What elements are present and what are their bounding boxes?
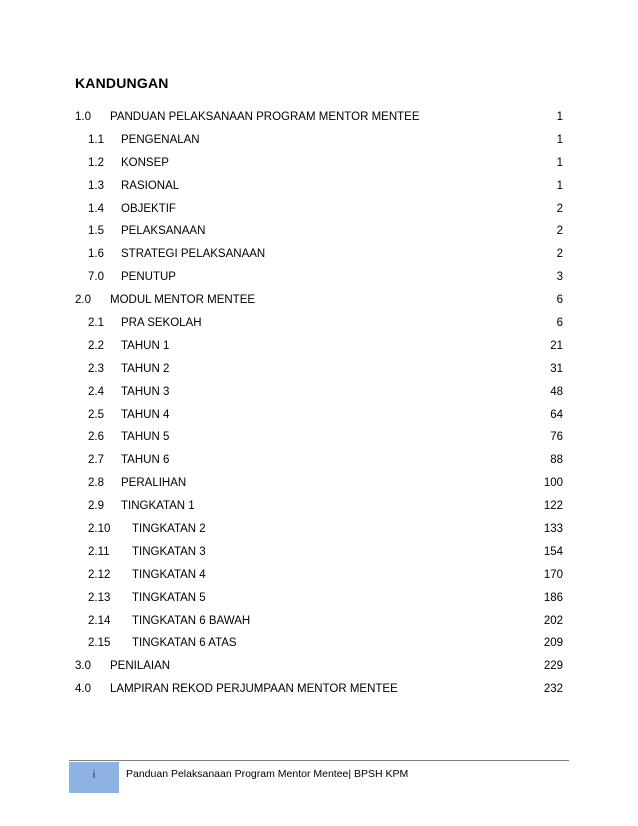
- toc-entry-label: TINGKATAN 1: [121, 500, 195, 513]
- toc-entry-number: 2.11: [88, 545, 110, 558]
- footer-page-number-box: [69, 762, 119, 793]
- toc-entry-number: 2.0: [75, 294, 91, 307]
- toc-entry-page: 1: [556, 156, 563, 169]
- toc-entry-number: 1.3: [88, 179, 104, 192]
- toc-entry-label: PENGENALAN: [121, 133, 200, 146]
- toc-entry-page: 170: [543, 568, 563, 581]
- toc-entry-number: 1.0: [75, 111, 91, 123]
- toc-entry-number: 2.5: [88, 408, 104, 421]
- toc-entry[interactable]: [75, 152, 563, 175]
- toc-entry-label: KONSEP: [121, 156, 169, 169]
- toc-entry-label: RASIONAL: [121, 179, 180, 192]
- toc-entry-label: PENUTUP: [121, 271, 176, 284]
- toc-entry-page: 76: [550, 431, 563, 444]
- toc-entry-label: PANDUAN PELAKSANAAN PROGRAM MENTOR MENTEE: [110, 111, 420, 123]
- toc-entry[interactable]: [75, 678, 563, 701]
- toc-entry-label: TINGKATAN 5: [132, 591, 206, 604]
- toc-entry-page: 154: [543, 545, 563, 558]
- toc-entry[interactable]: [75, 495, 563, 518]
- toc-entry-number: 1.5: [88, 225, 104, 238]
- page-title: KANDUNGAN: [75, 75, 169, 91]
- toc-entry[interactable]: [75, 175, 563, 198]
- toc-entry-page: 3: [556, 271, 563, 284]
- toc-entry-label: TAHUN 1: [121, 339, 170, 352]
- toc-entry[interactable]: [75, 404, 563, 427]
- toc-entry-page: 2: [556, 225, 563, 238]
- footer-page-number: i: [92, 769, 96, 781]
- toc-entry-page: 209: [543, 637, 563, 650]
- toc-entry-number: 3.0: [75, 660, 91, 673]
- toc-entry-label: TAHUN 3: [121, 385, 170, 398]
- toc-entry-label: PERALIHAN: [121, 477, 187, 490]
- toc-entry-page: 6: [556, 294, 563, 307]
- toc-entry-page: 48: [550, 385, 563, 398]
- toc-entry-page: 229: [543, 660, 563, 673]
- toc-entry-page: 88: [550, 454, 563, 467]
- toc-entry-page: 21: [550, 339, 563, 352]
- toc-entry-number: 2.9: [88, 500, 104, 513]
- toc-entry[interactable]: [75, 289, 563, 312]
- toc-entry-page: 31: [550, 362, 563, 375]
- toc-entry[interactable]: [75, 587, 563, 610]
- toc-entry-label: PRA SEKOLAH: [121, 317, 202, 330]
- toc-entry[interactable]: [75, 106, 563, 129]
- toc-entry[interactable]: [75, 655, 563, 678]
- footer-text: Panduan Pelaksanaan Program Mentor Mentee| BPSH KPM: [126, 768, 409, 780]
- toc-entry-label: TINGKATAN 4: [132, 568, 206, 581]
- toc-entry-number: 2.2: [88, 339, 104, 352]
- toc-entry-label: TAHUN 2: [121, 362, 170, 375]
- toc-entry-page: 1: [556, 179, 563, 192]
- toc-entry[interactable]: [75, 335, 563, 358]
- toc-entry-page: 122: [543, 500, 563, 513]
- toc-entry-number: 2.8: [88, 477, 104, 490]
- toc-entry-number: 2.14: [88, 614, 111, 627]
- toc-entry[interactable]: [75, 220, 563, 243]
- toc-entry-label: LAMPIRAN REKOD PERJUMPAAN MENTOR MENTEE: [110, 683, 398, 696]
- toc-entry-number: 1.6: [88, 248, 104, 261]
- toc-entry-page: 1: [556, 111, 563, 123]
- toc-entry-label: STRATEGI PELAKSANAAN: [121, 248, 266, 261]
- toc-entry-label: PELAKSANAAN: [121, 225, 206, 238]
- toc-entry[interactable]: [75, 541, 563, 564]
- toc-entry[interactable]: [75, 449, 563, 472]
- toc-entry[interactable]: [75, 243, 563, 266]
- toc-entry[interactable]: [75, 129, 563, 152]
- toc-entry-number: 2.12: [88, 568, 111, 581]
- toc-entry[interactable]: [75, 312, 563, 335]
- toc-entry[interactable]: [75, 632, 563, 655]
- toc-entry-number: 2.6: [88, 431, 104, 444]
- toc-entry-label: MODUL MENTOR MENTEE: [110, 294, 256, 307]
- toc-entry-label: OBJEKTIF: [121, 202, 176, 215]
- toc-entry-label: TINGKATAN 3: [132, 545, 206, 558]
- toc-entry[interactable]: [75, 518, 563, 541]
- toc-entry-number: 2.10: [88, 523, 111, 536]
- toc-entry[interactable]: [75, 472, 563, 495]
- toc-entry-page: 64: [550, 408, 563, 421]
- toc-entry-number: 2.4: [88, 385, 104, 398]
- toc-entry[interactable]: [75, 381, 563, 404]
- toc-entry-label: TINGKATAN 6 BAWAH: [132, 614, 251, 627]
- toc-entry-label: TINGKATAN 2: [132, 523, 206, 536]
- toc-entry-page: 2: [556, 248, 563, 261]
- toc-entry-number: 1.4: [88, 202, 104, 215]
- toc-entry-number: 2.3: [88, 362, 104, 375]
- toc-entry-number: 2.7: [88, 454, 104, 467]
- toc-entry-number: 1.1: [88, 133, 104, 146]
- toc-entry-number: 4.0: [75, 683, 91, 696]
- toc-entry[interactable]: [75, 198, 563, 221]
- toc-entry-label: PENILAIAN: [110, 660, 171, 673]
- page-footer: [69, 760, 569, 793]
- toc-entry-page: 133: [543, 523, 563, 536]
- toc-entry[interactable]: [75, 426, 563, 449]
- toc-entry-label: TAHUN 4: [121, 408, 170, 421]
- toc-entry-label: TAHUN 5: [121, 431, 170, 444]
- toc-entry-label: TINGKATAN 6 ATAS: [132, 637, 237, 650]
- toc-entry-page: 6: [556, 317, 563, 330]
- toc-entry[interactable]: [75, 564, 563, 587]
- toc-entry-page: 2: [556, 202, 563, 215]
- toc-entry-page: 232: [543, 683, 563, 696]
- toc-entry-number: 7.0: [88, 271, 104, 284]
- toc-entry-number: 2.13: [88, 591, 111, 604]
- toc-entry[interactable]: [75, 610, 563, 633]
- table-of-contents: [75, 106, 563, 701]
- toc-entry-page: 1: [556, 133, 563, 146]
- toc-entry[interactable]: [75, 266, 563, 289]
- toc-entry-number: 1.2: [88, 156, 104, 169]
- toc-entry-page: 186: [543, 591, 563, 604]
- toc-entry-label: TAHUN 6: [121, 454, 170, 467]
- toc-entry-page: 202: [543, 614, 563, 627]
- toc-entry[interactable]: [75, 358, 563, 381]
- toc-entry-page: 100: [543, 477, 563, 490]
- toc-entry-number: 2.15: [88, 637, 111, 650]
- toc-entry-number: 2.1: [88, 317, 104, 330]
